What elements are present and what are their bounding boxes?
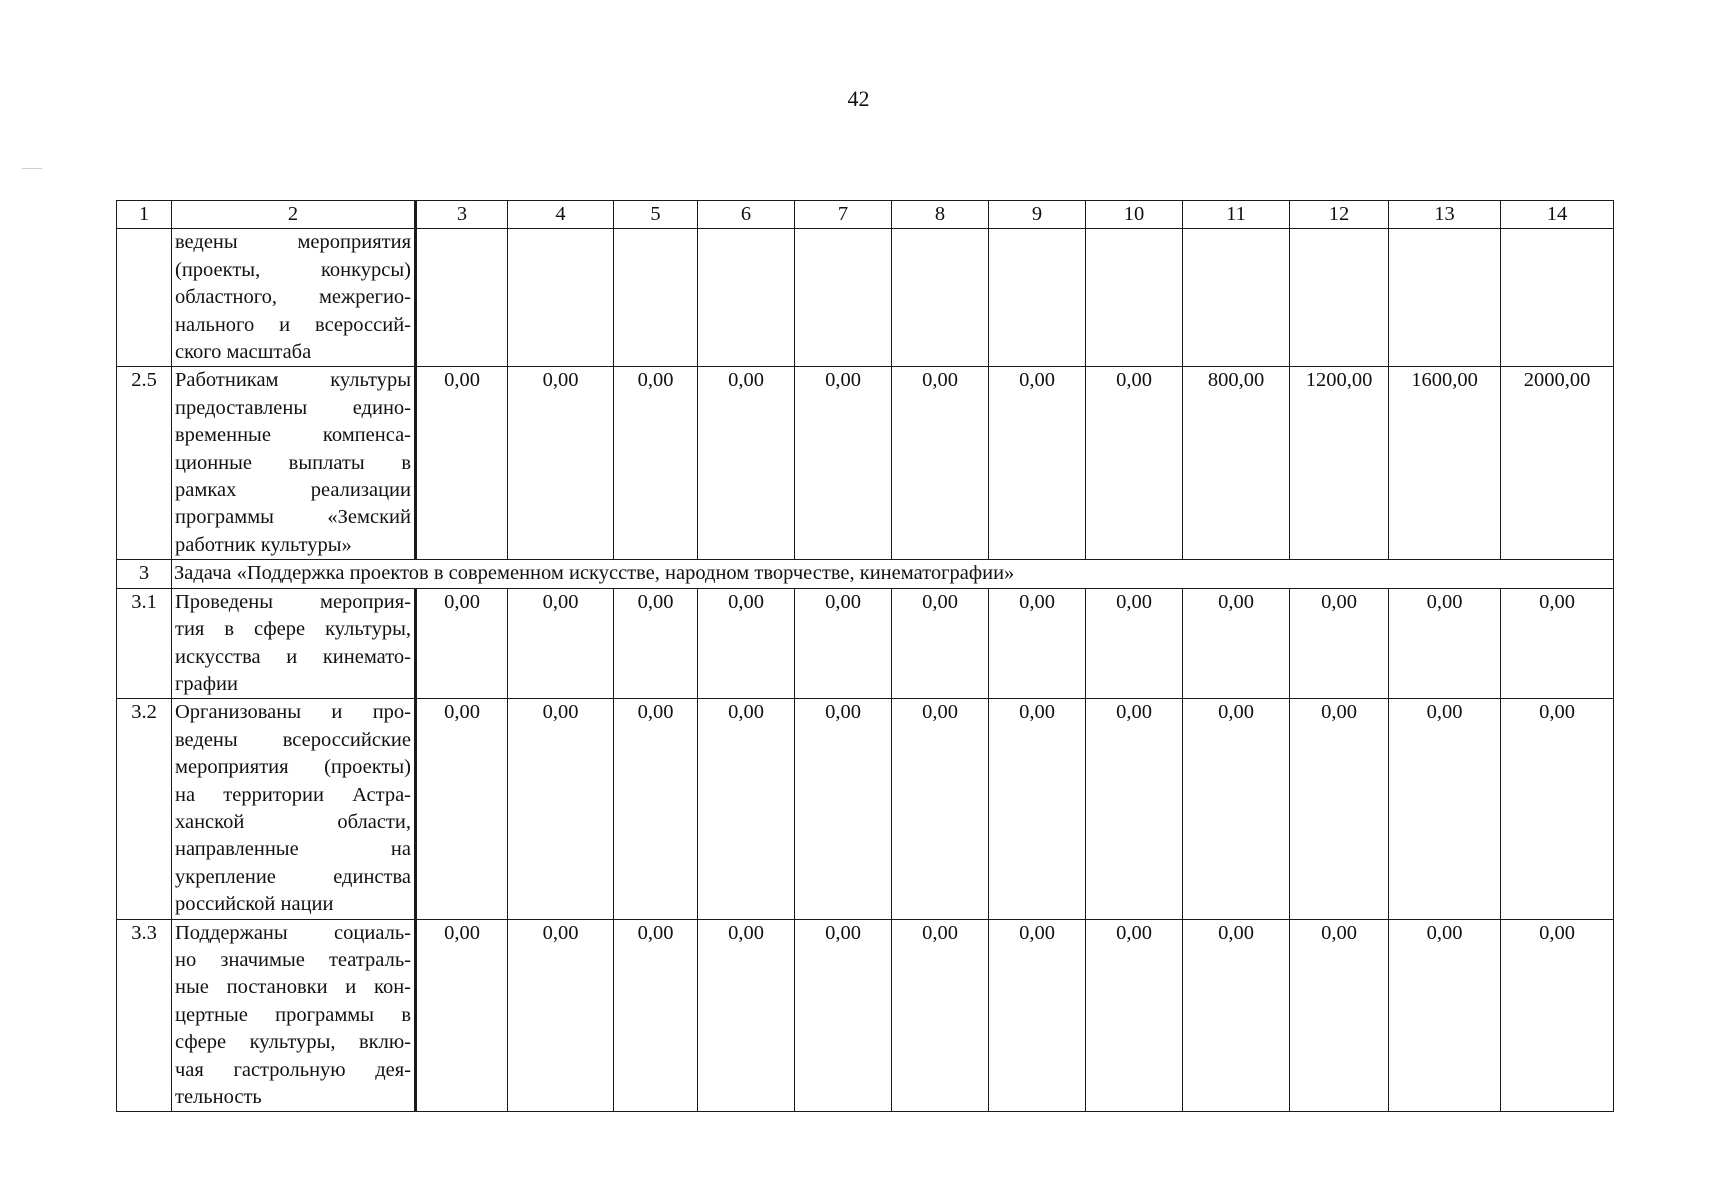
column-header-12: 12: [1290, 201, 1389, 229]
value-cell-col-12: 0,00: [1290, 699, 1389, 919]
value-cell-col-12: 0,00: [1290, 919, 1389, 1112]
description-line: укрепление единства: [175, 865, 411, 888]
table-row: [117, 919, 1614, 1112]
value-cell-col-4: 0,00: [508, 588, 614, 699]
value-cell-col-5: 0,00: [614, 919, 698, 1112]
value-cell-col-7: 0,00: [795, 919, 892, 1112]
value-cell-col-10: 0,00: [1086, 919, 1183, 1112]
value-cell-col-8: 0,00: [892, 367, 989, 560]
column-header-5: 5: [614, 201, 698, 229]
value-cell-col-6: [698, 229, 795, 367]
value-cell-col-10: 0,00: [1086, 367, 1183, 560]
value-cell-col-7: [795, 229, 892, 367]
value-cell-col-7: 0,00: [795, 367, 892, 560]
value-cell-col-9: 0,00: [989, 699, 1086, 919]
description-line: искусства и кинемато-: [175, 645, 411, 668]
value-cell-col-12: 0,00: [1290, 588, 1389, 699]
description-cell: [172, 367, 416, 560]
value-cell-col-9: 0,00: [989, 919, 1086, 1112]
description-line: цертные программы в: [175, 1003, 411, 1026]
description-line: ханской области,: [175, 810, 411, 833]
column-header-14: 14: [1501, 201, 1614, 229]
value-cell-col-7: 0,00: [795, 588, 892, 699]
description-line: Организованы и про-: [175, 701, 411, 724]
description-line: российской нации: [175, 893, 334, 916]
value-cell-col-9: 0,00: [989, 588, 1086, 699]
value-cell-col-8: 0,00: [892, 699, 989, 919]
value-cell-col-14: 0,00: [1501, 588, 1614, 699]
description-line: тия в сфере культуры,: [175, 618, 411, 641]
value-cell-col-5: 0,00: [614, 367, 698, 560]
column-header-4: 4: [508, 201, 614, 229]
description-line: графии: [175, 672, 238, 695]
description-line: на территории Астра-: [175, 783, 411, 806]
description-line: ведены всероссийские: [175, 728, 411, 751]
table-row: [117, 367, 1614, 560]
column-header-9: 9: [989, 201, 1086, 229]
value-cell-col-13: 0,00: [1389, 919, 1501, 1112]
description-line: Поддержаны социаль-: [175, 921, 411, 944]
value-cell-col-4: [508, 229, 614, 367]
description-line: ведены мероприятия: [175, 231, 411, 254]
value-cell-col-3: 0,00: [416, 919, 508, 1112]
description-line: (проекты, конкурсы): [175, 258, 411, 281]
column-header-1: 1: [117, 201, 172, 229]
value-cell-col-8: 0,00: [892, 919, 989, 1112]
value-cell-col-3: [416, 229, 508, 367]
column-header-2: 2: [172, 201, 416, 229]
description-line: нального и всероссий-: [175, 313, 411, 336]
table-row: [117, 699, 1614, 919]
description-line: сфере культуры, вклю-: [175, 1031, 411, 1054]
value-cell-col-12: 1200,00: [1290, 367, 1389, 560]
value-cell-col-13: 0,00: [1389, 588, 1501, 699]
value-cell-col-12: [1290, 229, 1389, 367]
column-header-6: 6: [698, 201, 795, 229]
description-line: направленные на: [175, 838, 411, 861]
value-cell-col-9: [989, 229, 1086, 367]
column-header-7: 7: [795, 201, 892, 229]
value-cell-col-3: 0,00: [416, 699, 508, 919]
value-cell-col-8: 0,00: [892, 588, 989, 699]
page-number: 42: [847, 86, 870, 111]
description-cell: [172, 588, 416, 699]
value-cell-col-4: 0,00: [508, 919, 614, 1112]
value-cell-col-3: 0,00: [416, 367, 508, 560]
value-cell-col-14: 2000,00: [1501, 367, 1614, 560]
scan-mark: [22, 168, 42, 169]
description-line: ционные выплаты в: [175, 451, 411, 474]
description-line: областного, межрегио-: [175, 286, 411, 309]
description-line: ные постановки и кон-: [175, 976, 411, 999]
description-line: программы «Земский: [175, 506, 411, 529]
column-header-13: 13: [1389, 201, 1501, 229]
description-line: чая гастрольную дея-: [175, 1058, 411, 1081]
row-number: 3.1: [117, 588, 172, 699]
value-cell-col-13: [1389, 229, 1501, 367]
column-header-3: 3: [416, 201, 508, 229]
description-line: Проведены мероприя-: [175, 590, 411, 613]
column-header-11: 11: [1183, 201, 1290, 229]
description-line: предоставлены едино-: [175, 396, 411, 419]
value-cell-col-14: 0,00: [1501, 699, 1614, 919]
description-line: работник культуры»: [175, 533, 352, 556]
value-cell-col-11: [1183, 229, 1290, 367]
column-header-10: 10: [1086, 201, 1183, 229]
row-number: 3: [117, 560, 172, 588]
value-cell-col-13: 0,00: [1389, 699, 1501, 919]
value-cell-col-11: 0,00: [1183, 588, 1290, 699]
row-number: 3.2: [117, 699, 172, 919]
value-cell-col-3: 0,00: [416, 588, 508, 699]
description-line: мероприятия (проекты): [175, 756, 411, 779]
value-cell-col-5: 0,00: [614, 699, 698, 919]
description-cell: [172, 699, 416, 919]
value-cell-col-10: 0,00: [1086, 588, 1183, 699]
task-title: Задача «Поддержка проектов в современном искусстве, народном творчестве, кинематографии»: [172, 560, 1614, 588]
value-cell-col-8: [892, 229, 989, 367]
description-line: тельность: [175, 1086, 262, 1108]
row-number: 3.3: [117, 919, 172, 1112]
table-row: [117, 588, 1614, 699]
description-line: Работникам культуры: [175, 369, 411, 392]
value-cell-col-7: 0,00: [795, 699, 892, 919]
row-number: 2.5: [117, 367, 172, 560]
header-row: [117, 201, 1614, 229]
value-cell-col-4: 0,00: [508, 699, 614, 919]
description-line: ского масштаба: [175, 341, 312, 364]
table-body: [117, 201, 1614, 1112]
value-cell-col-9: 0,00: [989, 367, 1086, 560]
value-cell-col-10: 0,00: [1086, 699, 1183, 919]
description-line: временные компенса-: [175, 424, 411, 447]
value-cell-col-14: 0,00: [1501, 919, 1614, 1112]
value-cell-col-14: [1501, 229, 1614, 367]
value-cell-col-11: 0,00: [1183, 699, 1290, 919]
value-cell-col-11: 0,00: [1183, 919, 1290, 1112]
value-cell-col-4: 0,00: [508, 367, 614, 560]
table-row: [117, 229, 1614, 367]
value-cell-col-6: 0,00: [698, 699, 795, 919]
row-number: [117, 229, 172, 367]
results-table: [116, 200, 1614, 1112]
value-cell-col-5: 0,00: [614, 588, 698, 699]
description-cell: [172, 229, 416, 367]
column-header-8: 8: [892, 201, 989, 229]
value-cell-col-6: 0,00: [698, 919, 795, 1112]
value-cell-col-6: 0,00: [698, 588, 795, 699]
value-cell-col-5: [614, 229, 698, 367]
value-cell-col-11: 800,00: [1183, 367, 1290, 560]
value-cell-col-6: 0,00: [698, 367, 795, 560]
task-row: [117, 560, 1614, 588]
description-line: но значимые театраль-: [175, 948, 411, 971]
description-cell: [172, 919, 416, 1112]
value-cell-col-10: [1086, 229, 1183, 367]
value-cell-col-13: 1600,00: [1389, 367, 1501, 560]
description-line: рамках реализации: [175, 479, 411, 502]
